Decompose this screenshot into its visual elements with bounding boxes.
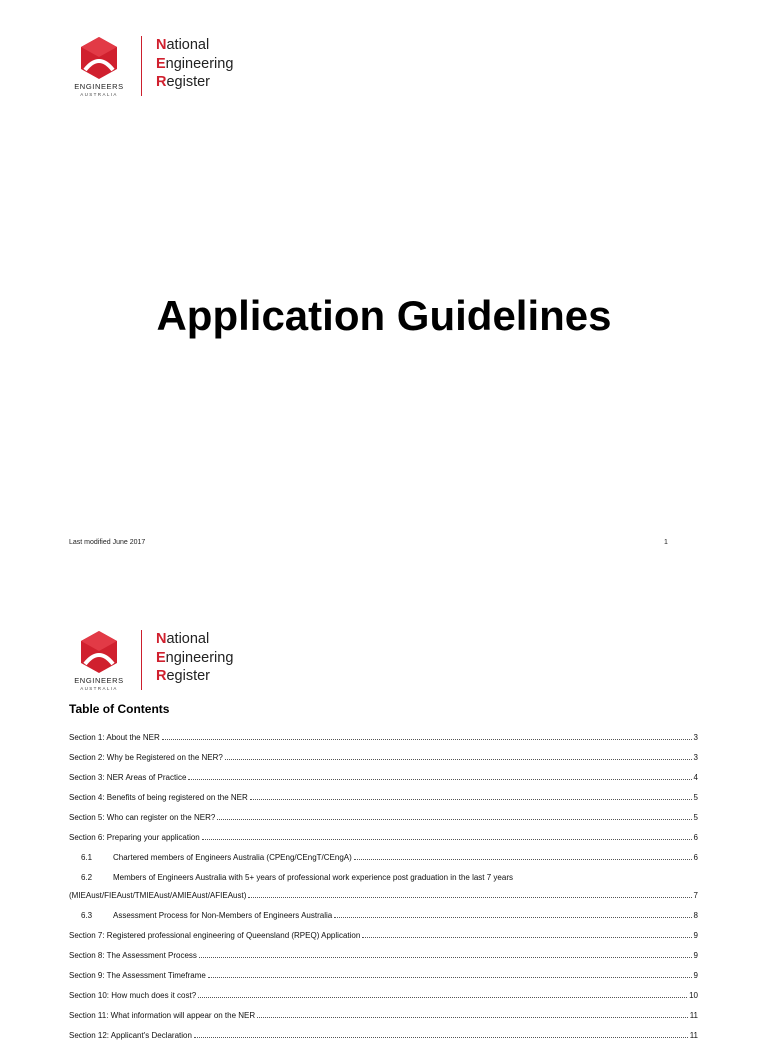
ner-wordmark: National Engineering Register	[156, 631, 234, 684]
hexagon-logo-icon	[78, 36, 120, 80]
toc-subentry[interactable]: 6.3 Assessment Process for Non-Members of Engineers Australia 8	[81, 911, 698, 920]
page-number: 1	[664, 539, 668, 546]
toc-entry[interactable]: Section 5: Who can register on the NER? 5	[69, 813, 698, 822]
logo-divider	[141, 36, 142, 96]
toc-entry[interactable]: Section 12: Applicant's Declaration 11	[69, 1031, 698, 1040]
engineers-australia-emblem	[69, 630, 129, 691]
toc-entry[interactable]: Section 11: What information will appear on the NER 11	[69, 1011, 698, 1020]
logo	[69, 36, 233, 97]
document-title: Application Guidelines	[156, 292, 612, 339]
page-gap	[0, 580, 768, 596]
org-name: ENGINEERS	[74, 82, 124, 91]
org-sub: AUSTRALIA	[80, 92, 118, 97]
logo-divider	[141, 630, 142, 690]
toc-heading: Table of Contents	[69, 702, 170, 716]
toc-entry[interactable]: Section 2: Why be Registered on the NER? 3	[69, 753, 698, 762]
toc-entry[interactable]: Section 6: Preparing your application 6	[69, 833, 698, 842]
toc-entry[interactable]: Section 3: NER Areas of Practice 4	[69, 773, 698, 782]
last-modified: Last modified June 2017	[69, 539, 146, 546]
toc-subentry[interactable]: 6.2 Members of Engineers Australia with 5+ years of professional work experience post graduation in the last 7 years (MIEAust/FIEAust/TMIEAust/AMIEAust/AFIEAust) 7	[69, 873, 698, 900]
logo	[69, 630, 233, 691]
toc-subentry[interactable]: 6.1 Chartered members of Engineers Australia (CPEng/CEngT/CEngA) 6	[81, 853, 698, 862]
toc-entry[interactable]: Section 7: Registered professional engineering of Queensland (RPEQ) Application 9	[69, 931, 698, 940]
toc-page	[0, 596, 768, 1040]
hexagon-logo-icon	[78, 630, 120, 674]
ner-wordmark: National Engineering Register	[156, 37, 234, 90]
toc-entry[interactable]: Section 9: The Assessment Timeframe 9	[69, 971, 698, 980]
table-of-contents	[69, 722, 698, 1040]
org-sub: AUSTRALIA	[80, 686, 118, 691]
toc-entry[interactable]: Section 1: About the NER 3	[69, 733, 698, 742]
org-name: ENGINEERS	[74, 676, 124, 685]
toc-entry[interactable]: Section 10: How much does it cost? 10	[69, 991, 698, 1000]
toc-entry[interactable]: Section 4: Benefits of being registered on the NER 5	[69, 793, 698, 802]
toc-entry[interactable]: Section 8: The Assessment Process 9	[69, 951, 698, 960]
engineers-australia-emblem	[69, 36, 129, 97]
